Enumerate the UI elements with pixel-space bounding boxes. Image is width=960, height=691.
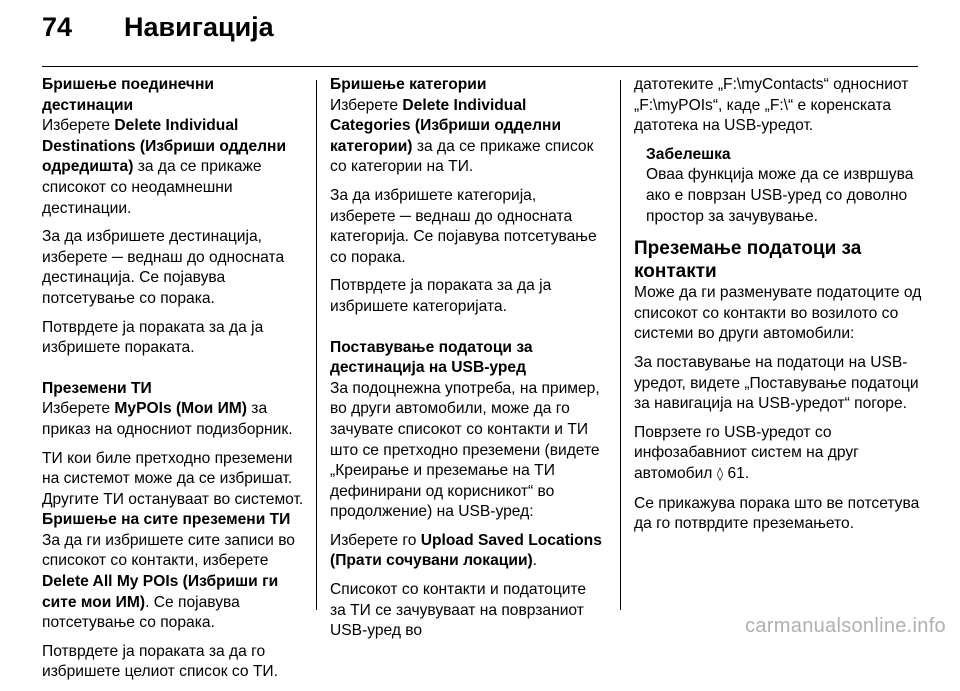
menu-option: Delete All My POIs (Избриши ги сите мои ИМ)	[42, 573, 279, 611]
column-divider-1	[316, 80, 317, 610]
paragraph: За да избришете категорија, изберете ─ веднаш до односната категорија. Се појавува потсетување со порака.	[330, 186, 597, 266]
paragraph: Списокот со контакти и податоците за ТИ се зачувуваат на поврзаниот USB-уред во	[330, 581, 587, 640]
text: Изберете	[42, 400, 115, 418]
section-title: Бришење категории	[330, 76, 487, 93]
page-title: Навигација	[124, 12, 274, 42]
section-heading: Преземање податоци за контакти	[634, 238, 862, 283]
spacer	[42, 367, 304, 379]
column-2	[330, 75, 606, 650]
column-divider-2	[620, 80, 621, 610]
page-header	[42, 12, 274, 56]
paragraph: Може да ги разменувате податоците од списокот со контакти во возилото со системи во други автомобили:	[634, 284, 922, 343]
text: . Се појавува потсетување со порака.	[42, 593, 240, 632]
section-title: Бришење на сите преземени ТИ	[42, 511, 291, 529]
text: за да се прикаже список со категории на ТИ.	[330, 137, 594, 176]
paragraph	[42, 116, 304, 219]
text: Поврзете го USB-уредот со инфозабавниот систем на друг автомобил	[634, 423, 859, 482]
paragraph	[42, 399, 304, 440]
column-1	[42, 75, 304, 691]
paragraph: За поставување на податоци на USB-уредот, видете „Поставување податоци за навигација на USB-уредот“ погоре.	[634, 353, 919, 413]
text: за приказ на односниот подизборник.	[42, 400, 293, 438]
paragraph: датотеките „F:\myContacts“ односниот „F:\myPOIs“, каде „F:\“ е коренската датотека на USB-уредот.	[634, 76, 909, 135]
text: Изберете	[42, 117, 115, 135]
section-downloaded-poi	[42, 379, 304, 511]
watermark: carmanualsonline.info	[745, 615, 946, 637]
text: .	[532, 552, 538, 570]
note-box	[634, 145, 924, 227]
section-upload-usb	[330, 338, 606, 642]
menu-option: Delete Individual Categories (Избриши одделни категории)	[330, 96, 562, 155]
header-divider	[42, 66, 918, 67]
spacer	[330, 326, 606, 338]
note-title: Забелешка	[646, 145, 731, 163]
section-title: Бришење поединечни дестинации	[42, 76, 214, 114]
paragraph	[634, 423, 924, 486]
page-reference-icon: ◊	[716, 466, 724, 482]
section-title: Преземени ТИ	[42, 379, 152, 397]
menu-option: MyPOIs (Мои ИМ)	[114, 400, 247, 418]
page-number: 74	[42, 12, 73, 42]
paragraph: Потврдете ја пораката за да ја избришете категоријата.	[330, 277, 552, 315]
paragraph: За подоцнежна употреба, на пример, во други автомобили, може да го зачувате списокот со контакти и ТИ што се претходно преземени (видете „Креирање и преземање на ТИ дефинирани од корисникот“ во продолжение) на USB-уред:	[330, 379, 600, 521]
menu-option: Delete Individual Destinations (Избриши одделни одредишта)	[42, 117, 287, 176]
paragraph: Потврдете ја пораката за да ја избришете пораката.	[42, 318, 264, 357]
note-text: Оваа функција може да се извршува ако е поврзан USB-уред со доволно простор за зачувување.	[646, 166, 914, 225]
paragraph	[330, 96, 606, 178]
column-3	[634, 75, 924, 543]
paragraph: За да избришете дестинација, изберете ─ веднаш до односната дестинација. Се појавува потсетување со порака.	[42, 228, 285, 307]
section-title: Поставување податоци за дестинација на USB-уред	[330, 338, 533, 377]
text: Изберете	[330, 96, 403, 114]
section-delete-destinations	[42, 75, 304, 359]
page-reference[interactable]: 61.	[723, 464, 750, 482]
text: За да ги избришете сите записи во списокот со контакти, изберете	[42, 531, 295, 570]
menu-option: Upload Saved Locations (Прати сочувани локации)	[330, 531, 602, 570]
section-delete-categories	[330, 75, 606, 318]
paragraph	[330, 531, 606, 572]
paragraph: Потврдете ја пораката за да го избришете целиот список со ТИ.	[42, 642, 278, 681]
paragraph: ТИ кои биле претходно преземени на системот може да се избришат. Другите ТИ остануваат во системот.	[42, 449, 304, 508]
section-delete-all-poi	[42, 510, 304, 683]
paragraph	[42, 531, 304, 634]
text: Изберете го	[330, 531, 421, 549]
paragraph: Се прикажува порака што ве потсетува да го потврдите преземањето.	[634, 494, 920, 533]
text: за да се прикаже списокот со неодамнешни дестинации.	[42, 158, 262, 217]
